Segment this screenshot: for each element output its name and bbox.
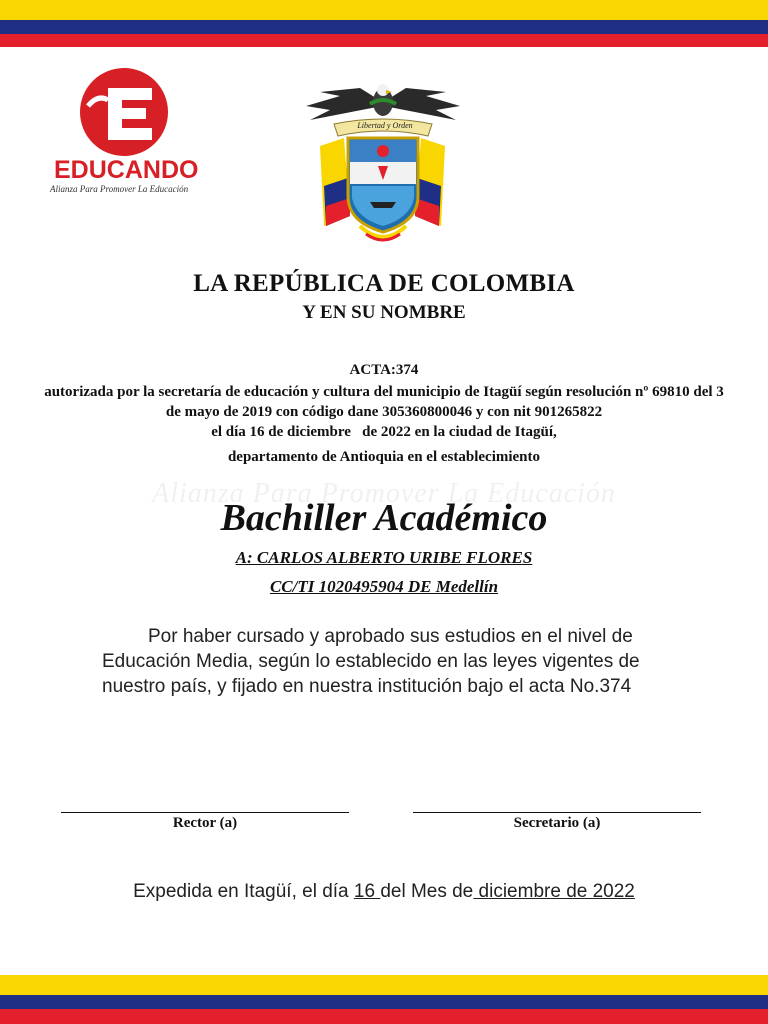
acta-date-line: el día 16 de diciembre de 2022 en la ciudad de Itagüí, (211, 424, 557, 440)
colombia-crest-icon (300, 76, 465, 248)
issued-middle: del Mes de (380, 881, 474, 902)
rector-signature-line (61, 812, 349, 813)
recipient-name: A: CARLOS ALBERTO URIBE FLORES (235, 548, 533, 567)
degree-title: Bachiller Académico (220, 497, 548, 539)
acta-authorization: autorizada por la secretaría de educación y cultura del municipio de Itagüí según resolución nº 69810 del 3 de mayo de 2019 con código dane 305360800046 y con nit 901265822 (44, 384, 724, 420)
educando-e-icon (48, 66, 208, 161)
top-red-stripe (0, 34, 768, 47)
crest-motto: Libertad y Orden (357, 121, 413, 130)
bottom-red-stripe (0, 1009, 768, 1024)
secretary-signature-line (413, 812, 701, 813)
issued-day: 16 (353, 881, 381, 902)
issued-month-year: diciembre de 2022 (473, 881, 635, 902)
header-title: LA REPÚBLICA DE COLOMBIA (193, 270, 575, 297)
header-subtitle: Y EN SU NOMBRE (302, 302, 466, 323)
recipient-id: CC/TI 1020495904 DE Medellín (269, 577, 499, 596)
bottom-yellow-stripe (0, 975, 768, 995)
acta-number: ACTA:374 (349, 362, 419, 378)
coat-of-arms (300, 76, 465, 248)
secretary-label: Secretario (a) (513, 815, 601, 831)
logo-tagline: Alianza Para Promover La Educación (50, 184, 189, 194)
rector-label: Rector (a) (172, 815, 238, 831)
issued-line (0, 881, 768, 903)
watermark-text: Alianza Para Promover La Educación (152, 478, 616, 509)
logo-wordmark: EDUCANDO (54, 156, 199, 184)
issued-prefix: Expedida en Itagüí, el día (133, 881, 354, 902)
top-yellow-stripe (0, 0, 768, 20)
acta-department-line: departamento de Antioquia en el establecimiento (227, 449, 541, 465)
top-blue-stripe (0, 20, 768, 34)
bottom-blue-stripe (0, 995, 768, 1009)
certificate-body: Por haber cursado y aprobado sus estudios en el nivel de Educación Media, según lo establecido en las leyes vigentes de nuestro país, y fijado en nuestra institución bajo el acta No.374 (102, 626, 640, 697)
educando-logo (48, 66, 208, 198)
